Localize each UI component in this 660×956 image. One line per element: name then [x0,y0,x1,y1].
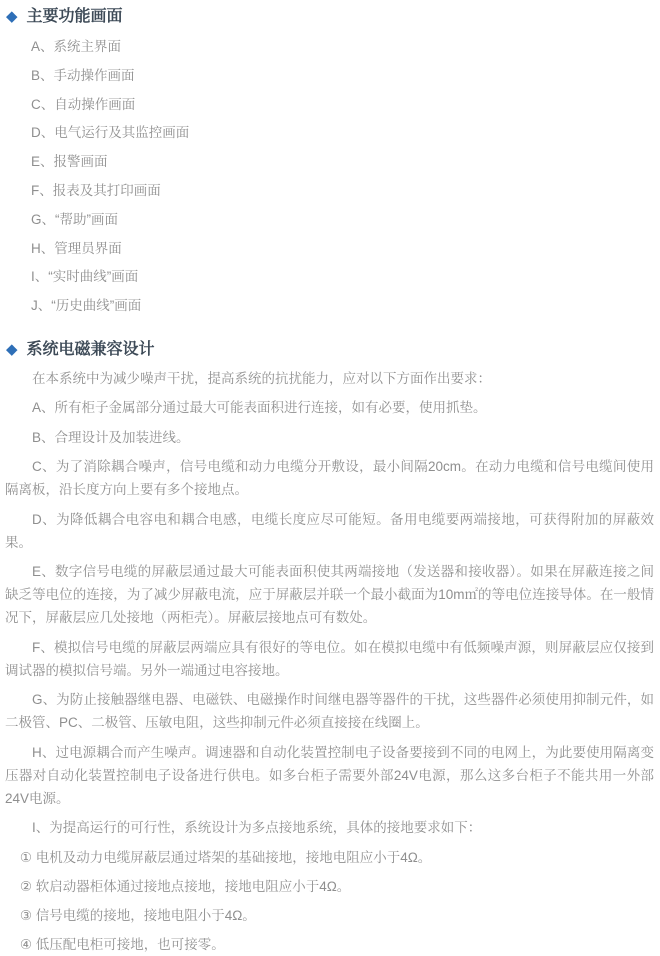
paragraph: F、模拟信号电缆的屏蔽层两端应具有很好的等电位。如在模拟电缆中有低频噪声源，则屏蔽层应仅接到调试器的模拟信号端。另外一端通过电容接地。 [5,639,654,678]
list-item: F、报表及其打印画面 [31,182,161,198]
list-item: B、手动操作画面 [31,67,135,83]
paragraph: E、数字信号电缆的屏蔽层通过最大可能表面积使其两端接地（发送器和接收器）。如果在屏蔽连接之间缺乏等电位的连接，为了减少屏蔽电流，应于屏蔽层并联一个最小截面为10m㎡的等电位连接导体。在一般情况下，屏蔽层应几处接地（两柜壳）。屏蔽层接地点可有数处。 [5,564,654,626]
list-item: I、“实时曲线”画面 [31,269,139,285]
paragraph: B、合理设计及加装进线。 [32,429,190,445]
list-item: H、管理员界面 [31,240,122,256]
grounding-requirement-item: ③ 信号电缆的接地，接地电阻小于4Ω。 [19,907,256,923]
section-title-text: 系统电磁兼容设计 [26,340,155,358]
paragraph: C、为了消除耦合噪声，信号电缆和动力电缆分开敷设，最小间隔20cm。在动力电缆和信号电缆间使用隔离板，沿长度方向上要有多个接地点。 [5,459,654,498]
function-screen-list [5,33,654,321]
paragraph-intro: 在本系统中为减少噪声干扰，提高系统的抗扰能力，应对以下方面作出要求： [32,370,491,386]
paragraph: A、所有柜子金属部分通过最大可能表面积进行连接，如有必要，使用抓垫。 [32,400,487,416]
diamond-bullet-icon: ◆ [6,8,18,25]
paragraph: D、为降低耦合电容电和耦合电感，电缆长度应尽可能短。备用电缆要两端接地，可获得附加的屏蔽效果。 [5,511,654,550]
list-item: G、“帮助”画面 [31,211,118,227]
emc-body-text [5,367,654,956]
grounding-requirement-item: ① 电机及动力电缆屏蔽层通过塔架的基础接地，接地电阻应小于4Ω。 [19,849,432,865]
paragraph: G、为防止接触器继电器、电磁铁、电磁操作时间继电器等器件的干扰，这些器件必须使用抑制元件，如二极管、PC、二极管、压敏电阻，这些抑制元件必须直接接在线圈上。 [5,692,654,731]
grounding-requirement-item: ④ 低压配电柜可接地，也可接零。 [19,936,225,952]
list-item: E、报警画面 [31,154,108,170]
list-item: A、系统主界面 [31,39,122,54]
section-title-emc-design [6,340,654,359]
section-main-function-screens [5,7,654,321]
list-item: J、“历史曲线”画面 [31,298,142,314]
section-emc-design [5,340,654,956]
section-title-text: 主要功能画面 [26,8,123,25]
list-item: C、自动操作画面 [31,96,136,112]
list-item: D、电气运行及其监控画面 [31,125,190,141]
paragraph: H、过电源耦合而产生噪声。调速器和自动化装置控制电子设备要接到不同的电网上，为此要使用隔离变压器对自动化装置控制电子设备进行供电。如多台柜子需要外部24V电源，那么这多台柜子不能共用一外部24V电源。 [5,744,654,806]
section-title-function-screens [6,7,654,26]
paragraph: I、为提高运行的可行性，系统设计为多点接地系统，具体的接地要求如下： [32,820,482,836]
diamond-bullet-icon: ◆ [6,340,18,358]
grounding-requirement-item: ② 软启动器柜体通过接地点接地，接地电阻应小于4Ω。 [19,878,351,894]
